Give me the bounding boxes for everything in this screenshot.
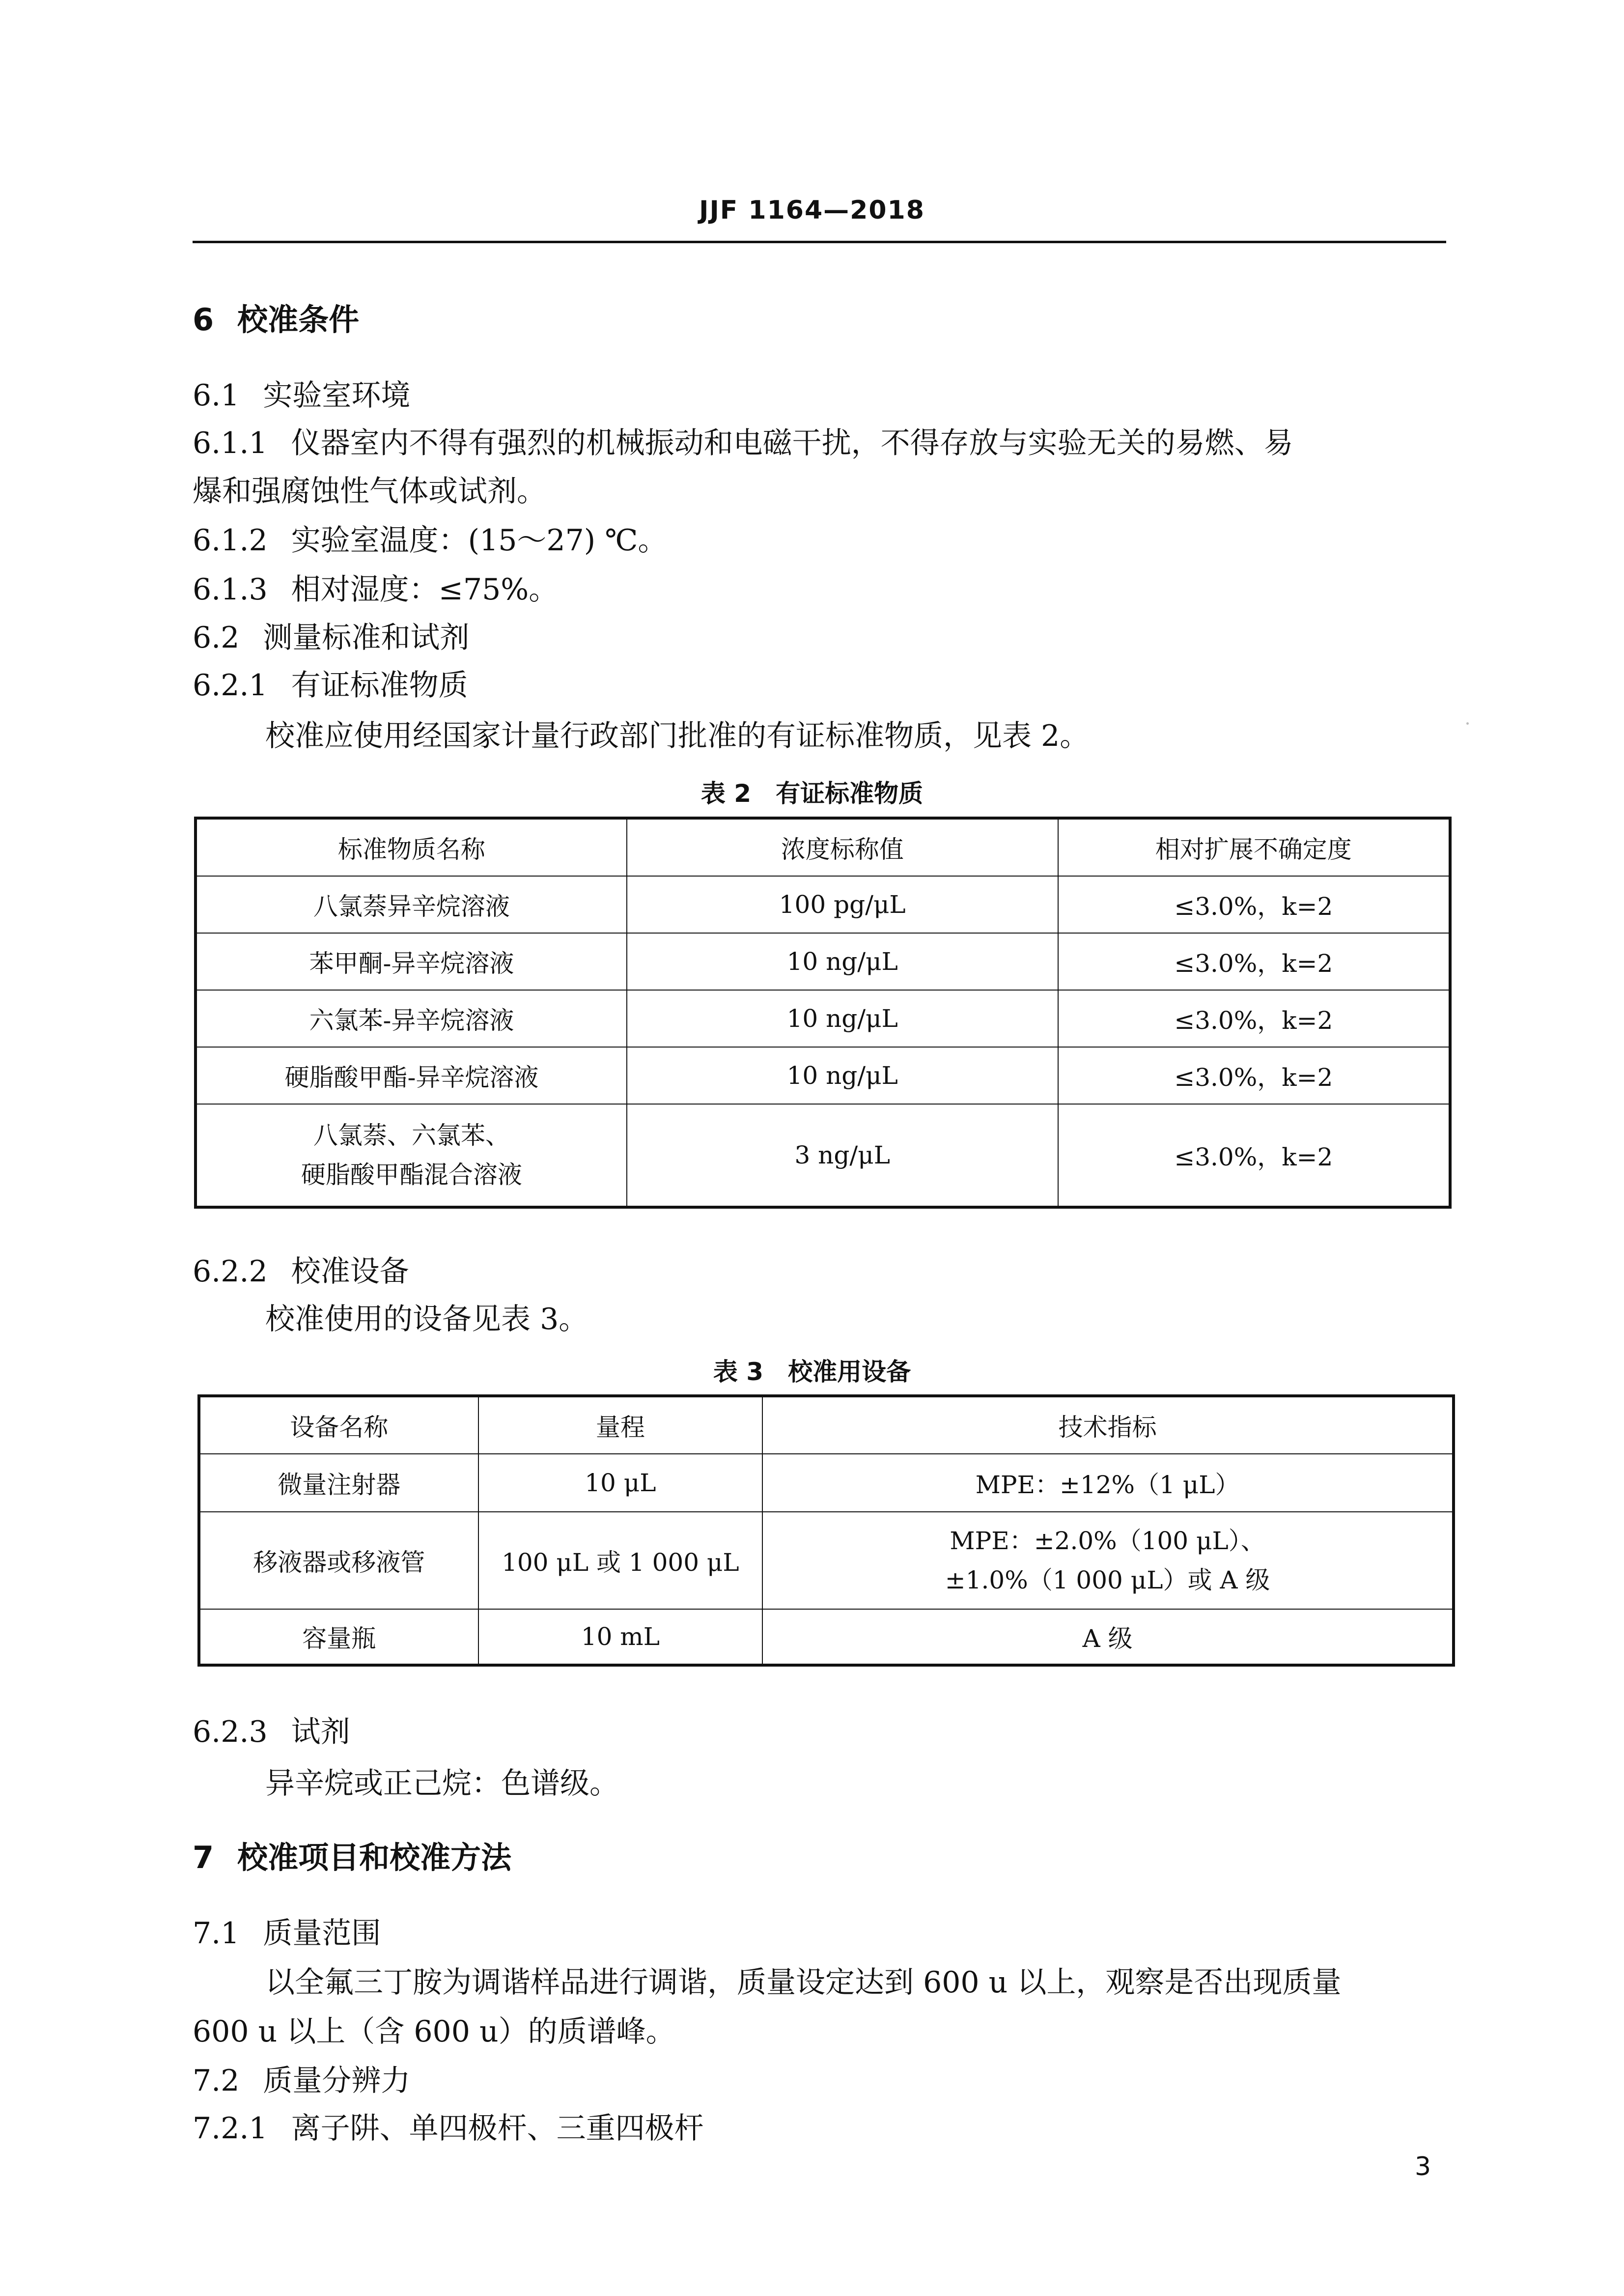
section-number: 6.1.2	[193, 523, 268, 558]
section-title: 有证标准物质	[291, 668, 468, 703]
table-cell: A 级	[762, 1609, 1454, 1665]
table-cell	[762, 1512, 1454, 1609]
scan-speck	[1466, 722, 1469, 725]
table-cell: 100 pg/μL	[627, 876, 1058, 933]
table-header-row	[196, 818, 1450, 876]
table-cell: ≤3.0%，k=2	[1058, 1104, 1450, 1207]
section-number: 6.1	[193, 378, 240, 413]
paragraph-text: 实验室温度：(15～27) ℃。	[291, 523, 668, 558]
table-cell: ≤3.0%，k=2	[1058, 1047, 1450, 1104]
section-7-1-heading	[193, 1916, 381, 1951]
table-row	[196, 990, 1450, 1047]
table-row	[199, 1512, 1454, 1609]
table-2	[194, 817, 1452, 1209]
section-number: 6.2.1	[193, 668, 268, 703]
header-cell: 设备名称	[199, 1396, 478, 1454]
cell-line: ±1.0%（1 000 μL）或 A 级	[945, 1566, 1270, 1594]
table-2-caption: 表 2 有证标准物质	[700, 779, 924, 808]
table-row	[196, 876, 1450, 933]
table-cell: 六氯苯-异辛烷溶液	[196, 990, 627, 1047]
table-cell: 100 μL 或 1 000 μL	[478, 1512, 763, 1609]
section-6-1-heading	[193, 378, 411, 413]
table-row	[199, 1609, 1454, 1665]
section-number: 7	[193, 1840, 214, 1875]
table-cell: 微量注射器	[199, 1454, 478, 1512]
section-number: 7.1	[193, 1916, 240, 1951]
section-7-2-1-heading	[193, 2111, 704, 2146]
table-cell: 容量瓶	[199, 1609, 478, 1665]
table-cell: 硬脂酸甲酯-异辛烷溶液	[196, 1047, 627, 1104]
section-7-1-line1: 以全氟三丁胺为调谐样品进行调谐，质量设定达到 600 u 以上，观察是否出现质量	[265, 1965, 1342, 2000]
section-number: 6.1.3	[193, 572, 268, 607]
table-cell: 10 ng/μL	[627, 990, 1058, 1047]
table-cell: 八氯萘异辛烷溶液	[196, 876, 627, 933]
table-cell: MPE：±12%（1 μL）	[762, 1454, 1454, 1512]
table-cell: 移液器或移液管	[199, 1512, 478, 1609]
table-cell	[196, 1104, 627, 1207]
section-number: 6	[193, 302, 214, 338]
header-cell: 量程	[478, 1396, 763, 1454]
table-row	[199, 1454, 1454, 1512]
section-number: 6.2.2	[193, 1254, 268, 1289]
table-cell: 3 ng/μL	[627, 1104, 1058, 1207]
table-row	[196, 1047, 1450, 1104]
section-6-2-3-text: 异辛烷或正己烷：色谱级。	[265, 1766, 619, 1801]
section-7-2-heading	[193, 2066, 410, 2096]
table-3	[197, 1394, 1455, 1667]
header-rule	[193, 241, 1446, 243]
table-cell: ≤3.0%，k=2	[1058, 933, 1450, 990]
section-title: 校准项目和校准方法	[237, 1840, 512, 1875]
section-7-heading	[193, 1842, 511, 1873]
section-title: 校准条件	[237, 302, 360, 338]
section-6-1-2	[193, 523, 668, 558]
section-6-1-3	[193, 572, 559, 607]
table-cell: 10 mL	[478, 1609, 763, 1665]
section-6-2-1-heading	[193, 668, 468, 703]
cell-line: 硬脂酸甲酯混合溶液	[301, 1161, 522, 1189]
section-title: 质量分辨力	[263, 2064, 411, 2098]
section-title: 校准设备	[291, 1254, 409, 1289]
section-6-2-2-text: 校准使用的设备见表 3。	[265, 1302, 588, 1336]
section-number: 7.2.1	[193, 2111, 268, 2146]
cell-line: 八氯萘、六氯苯、	[313, 1121, 510, 1150]
section-number: 6.2	[193, 621, 240, 655]
section-6-2-3-heading	[193, 1717, 350, 1747]
table-cell: ≤3.0%，k=2	[1058, 876, 1450, 933]
document-header: JJF 1164—2018	[699, 196, 925, 225]
section-title: 实验室环境	[263, 378, 411, 413]
table-cell: 苯甲酮-异辛烷溶液	[196, 933, 627, 990]
section-title: 测量标准和试剂	[263, 621, 470, 655]
section-7-1-line2: 600 u 以上（含 600 u）的质谱峰。	[193, 2014, 675, 2049]
section-title: 质量范围	[263, 1916, 381, 1951]
paragraph-text: 相对湿度：≤75%。	[291, 572, 559, 607]
table-cell: 10 μL	[478, 1454, 763, 1512]
section-title: 离子阱、单四极杆、三重四极杆	[291, 2111, 704, 2146]
section-6-1-1-line1	[193, 428, 1293, 458]
header-cell: 技术指标	[762, 1396, 1454, 1454]
table-cell: 10 ng/μL	[627, 933, 1058, 990]
table-row	[196, 1104, 1450, 1207]
table-header-row	[199, 1396, 1454, 1454]
paragraph-text: 仪器室内不得有强烈的机械振动和电磁干扰，不得存放与实验无关的易燃、易	[291, 426, 1293, 460]
section-6-2-heading	[193, 621, 470, 655]
section-number: 6.1.1	[193, 426, 268, 460]
header-cell: 标准物质名称	[196, 818, 627, 876]
header-cell: 浓度标称值	[627, 818, 1058, 876]
cell-line: MPE：±2.0%（100 μL）、	[950, 1527, 1265, 1555]
header-cell: 相对扩展不确定度	[1058, 818, 1450, 876]
section-6-2-2-heading	[193, 1254, 409, 1289]
table-cell: ≤3.0%，k=2	[1058, 990, 1450, 1047]
page-number: 3	[1415, 2152, 1431, 2182]
section-6-1-1-line2: 爆和强腐蚀性气体或试剂。	[193, 474, 546, 509]
section-number: 7.2	[193, 2064, 240, 2098]
section-title: 试剂	[291, 1715, 350, 1749]
table-row	[196, 933, 1450, 990]
section-6-2-1-text: 校准应使用经国家计量行政部门批准的有证标准物质，见表 2。	[265, 719, 1090, 753]
section-6-heading	[193, 302, 360, 338]
table-3-caption: 表 3 校准用设备	[713, 1358, 911, 1386]
section-number: 6.2.3	[193, 1715, 268, 1749]
table-cell: 10 ng/μL	[627, 1047, 1058, 1104]
